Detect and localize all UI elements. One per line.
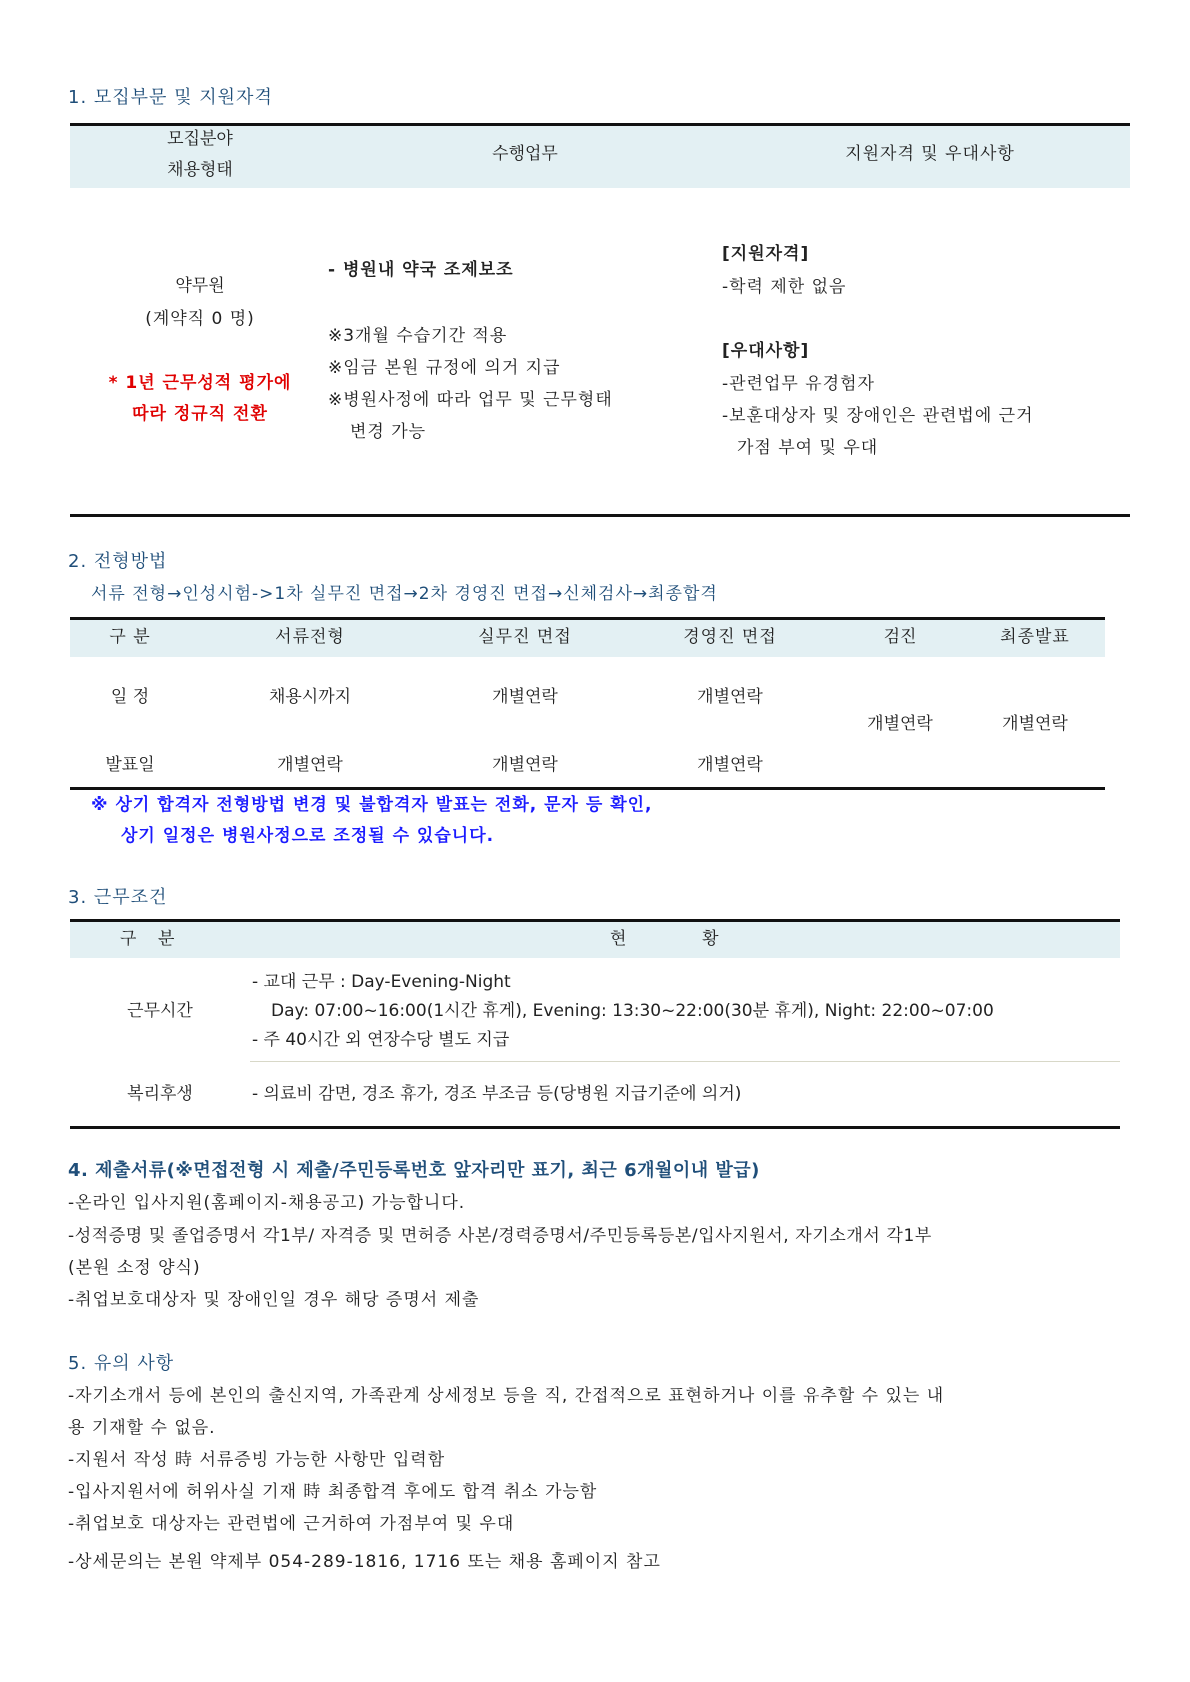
caution-line-2: 용 기재할 수 없음. (68, 1418, 216, 1438)
row-announce-label: 발표일 (105, 755, 155, 775)
doc-line-2: -성적증명 및 졸업증명서 각1부/ 자격증 및 면허증 사본/경력증명서/주민등록등본/입사지원서, 자기소개서 각1부 (68, 1226, 932, 1246)
work-divider (250, 1061, 1120, 1062)
pref-title: [우대사항] (722, 341, 810, 361)
work-hours-label: 근무시간 (127, 1001, 193, 1021)
section3-header-bg (70, 922, 1120, 958)
contract-type: (계약직 0 명) (145, 309, 255, 329)
s3-header-status: 현 황 (610, 929, 719, 949)
doc-line-1: -온라인 입사지원(홈페이지-채용공고) 가능합니다. (68, 1193, 466, 1213)
work-line-3: - 주 40시간 외 연장수당 별도 지급 (252, 1030, 510, 1050)
merged-checkup: 개별연락 (867, 714, 933, 734)
duty-note-1: ※3개월 수습기간 적용 (328, 326, 508, 346)
row-schedule-label: 일 정 (110, 687, 150, 707)
position-name: 약무원 (175, 276, 225, 296)
duty-note-3: ※병원사정에 따라 업무 및 근무형태 (328, 390, 613, 410)
section4-title: 4. 제출서류(※면접전형 시 제출/주민등록번호 앞자리만 표기, 최근 6개월이내 발급) (68, 1160, 760, 1181)
s3-header-category: 구 분 (120, 929, 175, 949)
pref-item-1: -관련업무 유경험자 (722, 374, 875, 394)
doc-line-4: -취업보호대상자 및 장애인일 경우 해당 증명서 제출 (68, 1290, 480, 1310)
welfare-text: - 의료비 감면, 경조 휴가, 경조 부조금 등(당병원 지급기준에 의거) (252, 1084, 742, 1104)
qual-item: -학력 제한 없음 (722, 277, 847, 297)
caution-line-6: -상세문의는 본원 약제부 054-289-1816, 1716 또는 채용 홈페이지 참고 (68, 1552, 661, 1572)
section1-title: 1. 모집부문 및 지원자격 (68, 87, 273, 108)
work-line-1: - 교대 근무 : Day-Evening-Night (252, 972, 511, 992)
duty-note-4: 변경 가능 (350, 422, 427, 442)
row-announce-staff: 개별연락 (492, 755, 558, 775)
duty-note-2: ※임금 본원 규정에 의거 지급 (328, 358, 561, 378)
work-line-2: Day: 07:00~16:00(1시간 휴게), Evening: 13:30~22:00(30분 휴게), Night: 22:00~07:00 (271, 1001, 994, 1021)
s2-header-staff: 실무진 면접 (478, 627, 572, 647)
section3-bottom-rule (70, 1126, 1120, 1129)
merged-final: 개별연락 (1002, 714, 1068, 734)
section2-bottom-rule (70, 787, 1105, 790)
row-schedule-exec: 개별연락 (697, 687, 763, 707)
pref-item-3: 가점 부여 및 우대 (737, 438, 879, 458)
doc-line-3: (본원 소정 양식) (68, 1258, 201, 1278)
pref-item-2: -보훈대상자 및 장애인은 관련법에 근거 (722, 406, 1034, 426)
section3-title: 3. 근무조건 (68, 887, 168, 908)
row-schedule-staff: 개별연락 (492, 687, 558, 707)
conversion-note-line1: * 1년 근무성적 평가에 (108, 373, 292, 393)
caution-line-5: -취업보호 대상자는 관련법에 근거하여 가점부여 및 우대 (68, 1514, 515, 1534)
row-schedule-doc: 채용시까지 (268, 687, 352, 707)
row-announce-exec: 개별연락 (697, 755, 763, 775)
notice-line2: 상기 일정은 병원사정으로 조정될 수 있습니다. (121, 826, 495, 846)
header-duty: 수행업무 (492, 144, 558, 164)
header-field-line1: 모집분야 (167, 129, 233, 149)
caution-line-1: -자기소개서 등에 본인의 출신지역, 가족관계 상세정보 등을 직, 간접적으로 표현하거나 이를 유추할 수 있는 내 (68, 1386, 945, 1406)
row-announce-doc: 개별연락 (277, 755, 343, 775)
caution-line-3: -지원서 작성 時 서류증빙 가능한 사항만 입력함 (68, 1450, 446, 1470)
s2-header-doc: 서류전형 (275, 627, 345, 647)
section1-bottom-rule (70, 514, 1130, 517)
caution-line-4: -입사지원서에 허위사실 기재 時 최종합격 후에도 합격 취소 가능함 (68, 1482, 598, 1502)
notice-line1: ※ 상기 합격자 전형방법 변경 및 불합격자 발표는 전화, 문자 등 확인, (91, 795, 653, 815)
s2-header-category: 구 분 (109, 627, 151, 647)
header-field-line2: 채용형태 (167, 160, 233, 180)
section2-title: 2. 전형방법 (68, 551, 168, 572)
section5-title: 5. 유의 사항 (68, 1353, 175, 1374)
s2-header-exec: 경영진 면접 (683, 627, 777, 647)
s2-header-checkup: 검진 (883, 627, 917, 647)
duty-main: - 병원내 약국 조제보조 (328, 260, 514, 280)
selection-flow: 서류 전형→인성시험->1차 실무진 면접→2차 경영진 면접→신체검사→최종합격 (91, 584, 718, 604)
qual-title: [지원자격] (722, 244, 810, 264)
conversion-note-line2: 따라 정규직 전환 (132, 404, 268, 424)
s2-header-final: 최종발표 (1000, 627, 1070, 647)
header-qual: 지원자격 및 우대사항 (845, 144, 1015, 164)
welfare-label: 복리후생 (127, 1084, 193, 1104)
